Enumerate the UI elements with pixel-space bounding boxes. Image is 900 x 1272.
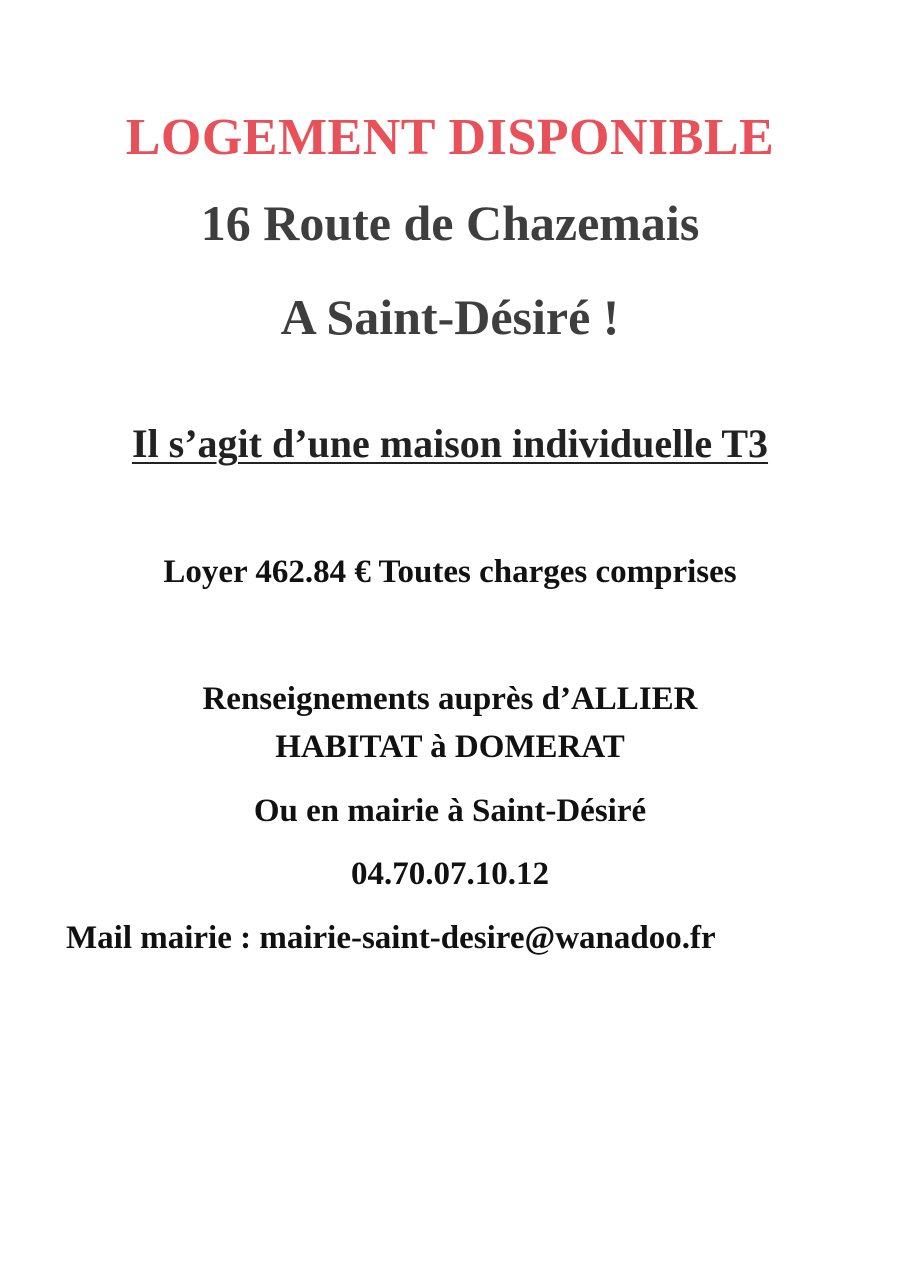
- property-type-text: Il s’agit d’une maison individuelle T3: [131, 421, 769, 466]
- email-line: Mail mairie : mairie-saint-desire@wanadoo.fr: [66, 920, 716, 956]
- city-line: A Saint-Désiré !: [280, 289, 620, 345]
- address-line: 16 Route de Chazemais: [200, 195, 700, 251]
- rent-line: Loyer 462.84 € Toutes charges comprises: [163, 554, 737, 590]
- phone-number: 04.70.07.10.12: [351, 856, 549, 892]
- info-line-3: Ou en mairie à Saint-Désiré: [253, 793, 647, 829]
- info-line-1: Renseignements auprès d’ALLIER: [202, 681, 698, 717]
- page-title: LOGEMENT DISPONIBLE: [125, 109, 775, 166]
- property-type-heading: [0, 421, 900, 466]
- info-line-2: HABITAT à DOMERAT: [275, 729, 625, 765]
